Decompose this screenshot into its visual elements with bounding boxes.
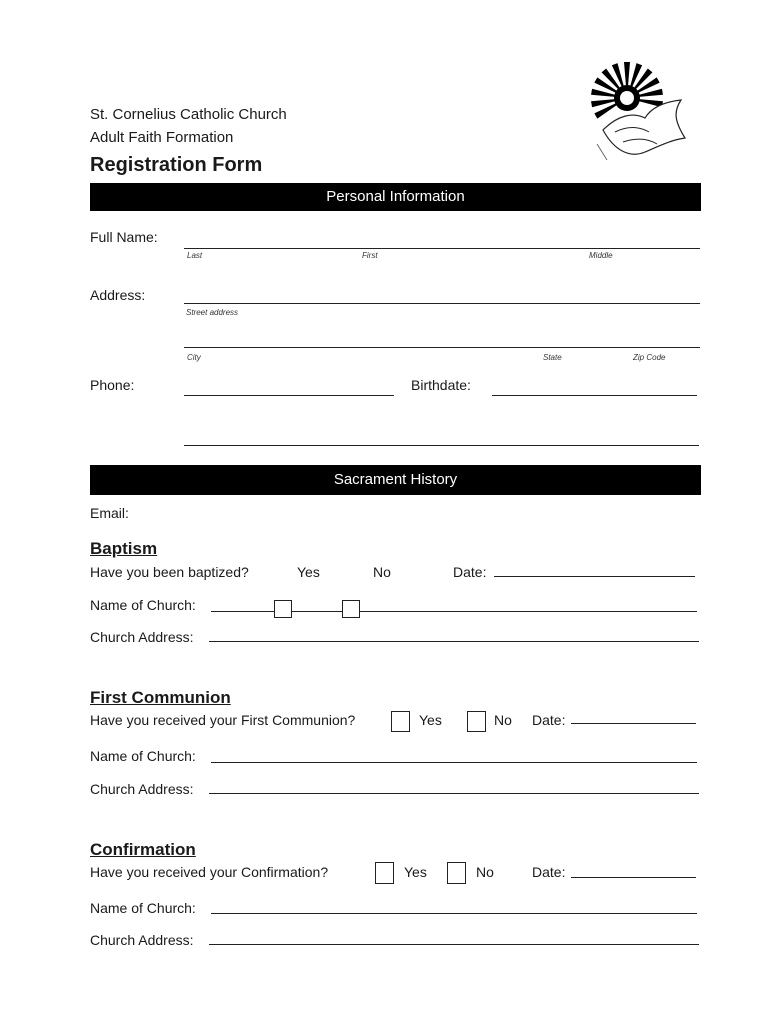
form-title: Registration Form (90, 154, 263, 176)
confirmation-church-address-field[interactable] (209, 944, 699, 945)
first-communion-church-address-field[interactable] (209, 793, 699, 794)
first-communion-no-label: No (494, 712, 512, 728)
first-communion-question: Have you received your First Communion? (90, 712, 356, 728)
email-field[interactable] (184, 445, 699, 446)
confirmation-church-address-label: Church Address: (90, 932, 194, 948)
department-name: Adult Faith Formation (90, 129, 234, 146)
first-communion-no-checkbox[interactable] (467, 711, 486, 732)
confirmation-question: Have you received your Confirmation? (90, 864, 329, 880)
church-name: St. Cornelius Catholic Church (90, 106, 287, 123)
address-label: Address: (90, 287, 146, 303)
baptism-no-checkbox[interactable] (342, 600, 360, 618)
middle-name-caption: Middle (589, 251, 613, 260)
baptism-church-address-label: Church Address: (90, 629, 194, 645)
full-name-field[interactable] (184, 248, 700, 249)
confirmation-church-name-field[interactable] (211, 913, 697, 914)
confirmation-yes-label: Yes (404, 864, 427, 880)
personal-information-header: Personal Information (90, 183, 701, 211)
phone-field[interactable] (184, 395, 394, 396)
first-communion-section-title: First Communion (90, 688, 231, 707)
baptism-section-title: Baptism (90, 539, 158, 558)
city-state-zip-field[interactable] (184, 347, 700, 348)
phone-label: Phone: (90, 377, 135, 393)
full-name-label: Full Name: (90, 229, 158, 245)
first-communion-church-address-label: Church Address: (90, 781, 194, 797)
confirmation-yes-checkbox[interactable] (375, 862, 394, 884)
confirmation-church-name-label: Name of Church: (90, 900, 196, 916)
baptism-yes-label: Yes (297, 564, 320, 580)
confirmation-no-checkbox[interactable] (447, 862, 466, 884)
email-label: Email: (90, 505, 129, 521)
confirmation-section-title: Confirmation (90, 840, 196, 859)
baptism-question: Have you been baptized? (90, 564, 249, 580)
first-communion-church-name-field[interactable] (211, 762, 697, 763)
first-communion-yes-checkbox[interactable] (391, 711, 410, 732)
confirmation-no-label: No (476, 864, 494, 880)
baptism-no-label: No (373, 564, 391, 580)
baptism-church-address-field[interactable] (209, 641, 699, 642)
confirmation-date-label: Date: (532, 864, 566, 880)
confirmation-date-field[interactable] (571, 877, 696, 878)
zip-code-caption: Zip Code (633, 353, 666, 362)
city-caption: City (187, 353, 201, 362)
birthdate-field[interactable] (492, 395, 697, 396)
first-communion-date-label: Date: (532, 712, 566, 728)
state-caption: State (543, 353, 562, 362)
baptism-yes-checkbox[interactable] (274, 600, 292, 618)
baptism-church-name-label: Name of Church: (90, 597, 196, 613)
street-address-field[interactable] (184, 303, 700, 304)
first-name-caption: First (362, 251, 378, 260)
first-communion-yes-label: Yes (419, 712, 442, 728)
last-name-caption: Last (187, 251, 203, 260)
dove-sun-logo-icon (583, 60, 695, 168)
sacrament-history-header: Sacrament History (90, 465, 701, 495)
first-communion-date-field[interactable] (571, 723, 696, 724)
street-address-caption: Street address (186, 308, 239, 317)
birthdate-label: Birthdate: (411, 377, 471, 393)
first-communion-church-name-label: Name of Church: (90, 748, 196, 764)
baptism-date-label: Date: (453, 564, 487, 580)
baptism-date-field[interactable] (494, 576, 695, 577)
